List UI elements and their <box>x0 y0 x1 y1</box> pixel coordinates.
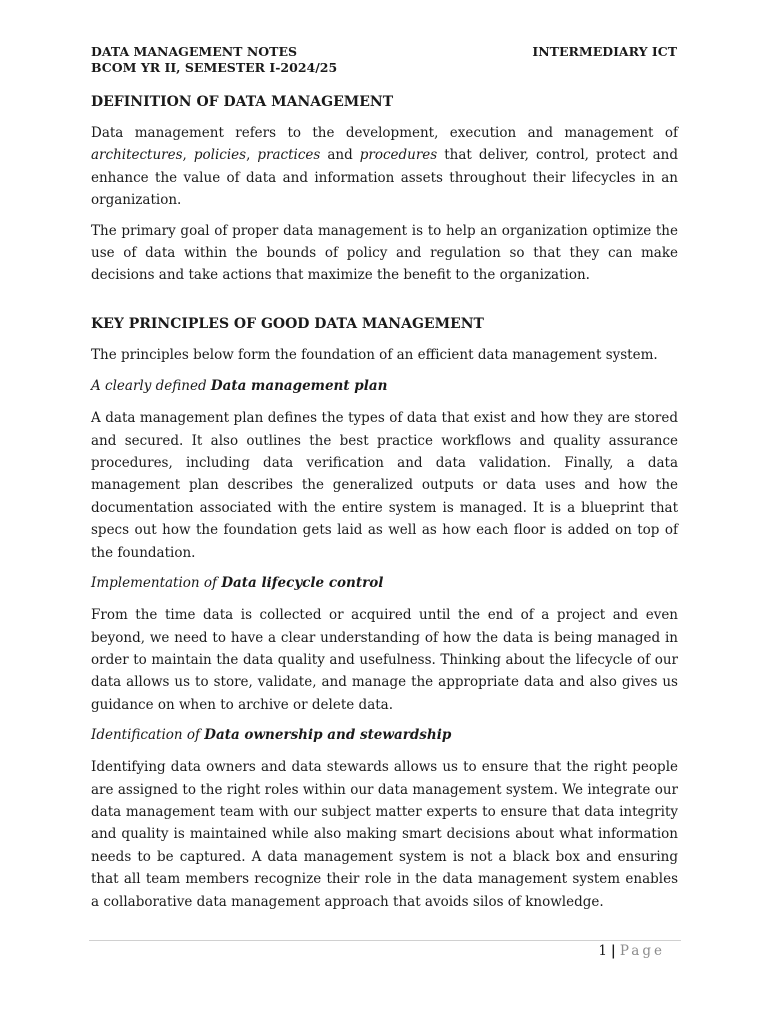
text-run: that deliver, control, protect and enhance the value of data and information assets throughout their lifecycles in an organization. <box>91 147 678 209</box>
subheading-prefix: A clearly defined <box>91 378 211 395</box>
page-footer <box>598 942 665 960</box>
italic-term: policies <box>193 147 247 164</box>
course-title: DATA MANAGEMENT NOTES <box>91 44 297 59</box>
subheading-prefix: Implementation of <box>91 575 222 592</box>
text-run: , <box>246 147 258 164</box>
document-body <box>91 92 678 913</box>
page-label: Page <box>619 943 665 959</box>
principle-body: Identifying data owners and data stewards allows us to ensure that the right people are assigned to the right roles within our data management system. We integrate our data management team with our subject matter experts to ensure that data integrity and quality is maintained while also making smart decisions about what information needs to be captured. A data management system is not a black box and ensuring that all team members recognize their role in the data management system enables a collaborative data management approach that avoids silos of knowledge. <box>91 759 678 910</box>
definition-paragraph <box>91 122 678 212</box>
text-run: Data management refers to the development, execution and management of <box>91 125 678 141</box>
subheading-title: Data ownership and stewardship <box>204 727 452 744</box>
header-left <box>91 44 337 76</box>
principle-subheading <box>91 572 678 594</box>
subheading-title: Data management plan <box>210 378 388 395</box>
section-heading-principles: KEY PRINCIPLES OF GOOD DATA MANAGEMENT <box>91 315 484 332</box>
footer-divider <box>89 940 681 941</box>
section-heading-definition: DEFINITION OF DATA MANAGEMENT <box>91 94 394 110</box>
principle-subheading <box>91 375 678 397</box>
subheading-prefix: Identification of <box>91 727 205 744</box>
principle-body: From the time data is collected or acquired until the end of a project and even beyond, we need to have a clear understanding of how the data is being managed in order to maintain the data quality and usefulness. Thinking about the lifecycle of our data allows us to store, validate, and manage the appropriate data and also gives us guidance on when to archive or delete data. <box>91 607 678 713</box>
principle-body: A data management plan defines the types of data that exist and how they are stored and secured. It also outlines the best practice workflows and quality assurance procedures, including data verification and data validation. Finally, a data management plan describes the generalized outputs or data uses and how the documentation associated with the entire system is managed. It is a blueprint that specs out how the foundation gets laid as well as how each floor is added on top of the foundation. <box>91 410 678 561</box>
italic-term: architectures <box>91 147 183 164</box>
goal-paragraph: The primary goal of proper data management is to help an organization optimize the use of data within the bounds of policy and regulation so that they can make decisions and take actions that maximize the benefit to the organization. <box>91 222 678 284</box>
italic-term: procedures <box>359 147 438 164</box>
text-run: , <box>182 147 194 164</box>
text-run: and <box>320 147 360 164</box>
course-info: BCOM YR II, SEMESTER I-2024/25 <box>91 60 338 75</box>
footer-separator: | <box>610 943 616 959</box>
subheading-title: Data lifecycle control <box>221 575 384 592</box>
principle-subheading <box>91 724 678 746</box>
principles-intro: The principles below form the foundation of an efficient data management system. <box>91 346 658 363</box>
italic-term: practices <box>257 147 321 164</box>
page-number: 1 <box>598 943 607 959</box>
subject-title: INTERMEDIARY ICT <box>532 44 677 59</box>
